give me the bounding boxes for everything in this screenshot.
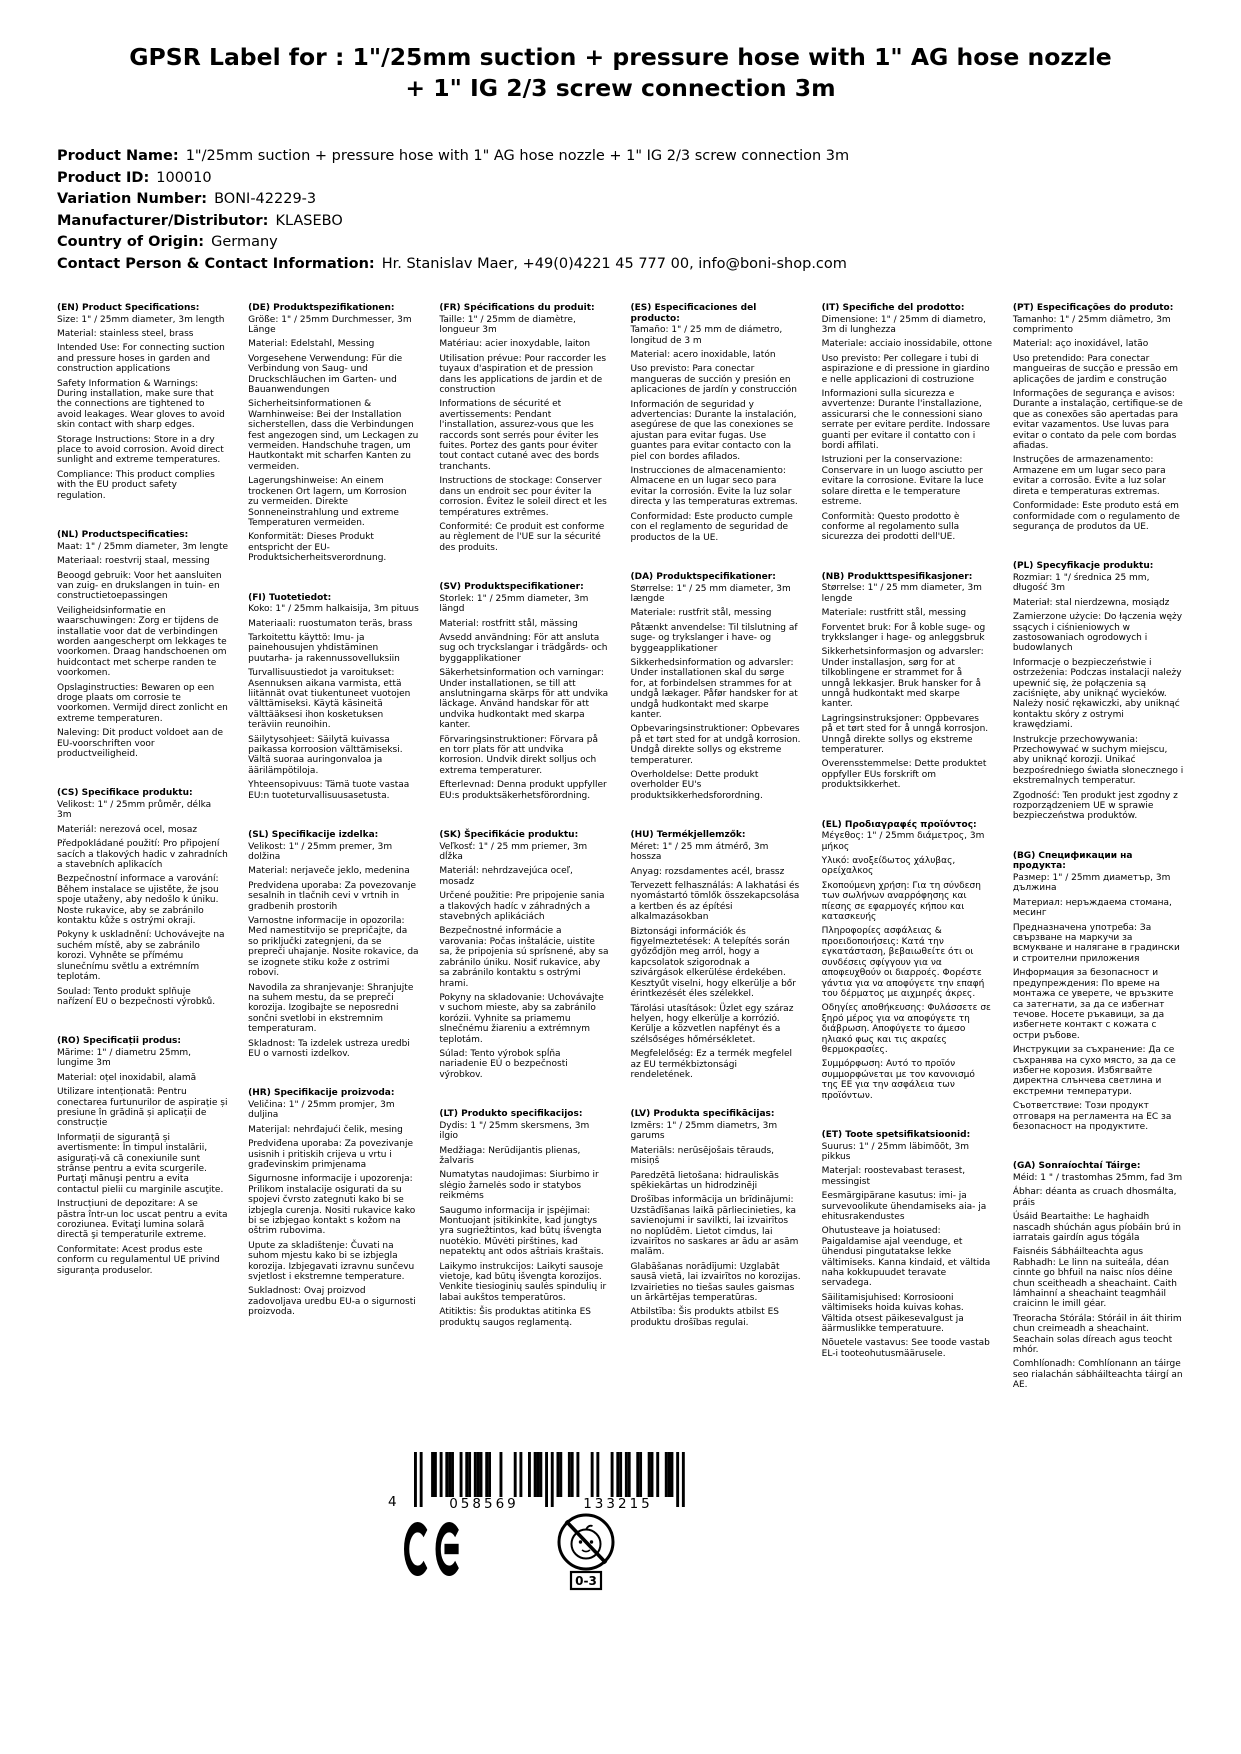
spec-grid bbox=[57, 303, 1184, 1420]
spec-paragraph: Ábhar: déanta as cruach dhosmálta, práis bbox=[1012, 1187, 1177, 1208]
spec-block-title: (EL) Προδιαγραφές προϊόντος: bbox=[821, 819, 977, 830]
spec-paragraph: Turvallisuustiedot ja varoitukset: Asennuksen aikana varmista, että liitännät ovat tiukentuneet vuotojen välttämiseksi. Käytä käsineitä välttääksesi ihon kosketuksen teräviin reunoihin. bbox=[248, 668, 411, 731]
spec-paragraph: Koko: 1" / 25mm halkaisija, 3m pituus bbox=[248, 604, 419, 615]
spec-block-title: (PT) Especificações do produto: bbox=[1012, 303, 1174, 313]
spec-paragraph: Material: nerjaveče jeklo, medenina bbox=[248, 866, 410, 877]
product-info-line bbox=[57, 232, 1184, 254]
spec-paragraph: Informações de segurança e avisos: Durante a instalação, certifique-se de que as conexões são apertadas para evitar vazamentos. Use luvas para evitar o contato da pele com bordas afiadas. bbox=[1012, 389, 1183, 452]
spec-paragraph: Nõuetele vastavus: See toode vastab EL-i tooteohutusmäärusele. bbox=[821, 1338, 990, 1359]
spec-paragraph: Größe: 1" / 25mm Durchmesser, 3m Länge bbox=[248, 314, 412, 335]
spec-paragraph: Izmērs: 1" / 25mm diametrs, 3m garums bbox=[630, 1120, 778, 1142]
spec-paragraph: Beoogd gebruik: Voor het aansluiten van zuig- en drukslangen in tuin- en constructietoepassingen bbox=[57, 570, 222, 602]
product-info-value: 100010 bbox=[156, 169, 212, 186]
spec-paragraph: Material: acero inoxidable, latón bbox=[630, 350, 776, 360]
spec-paragraph: Säkerhetsinformation och varningar: Under installationen, se till att anslutningarna skärps för att undvika läckage. Använd handskar för att undvika hudkontakt med skarpa kanter. bbox=[439, 668, 609, 731]
spec-paragraph: Съответствие: Този продукт отговаря на регламента на ЕС за безопасност на продуктите. bbox=[1012, 1101, 1172, 1132]
spec-block-cs bbox=[57, 788, 228, 1007]
product-info-value: Germany bbox=[211, 234, 278, 250]
spec-paragraph: Maat: 1" / 25mm diameter, 3m lengte bbox=[57, 541, 229, 552]
spec-paragraph: Materiale: rustfritt stål, messing bbox=[821, 608, 967, 619]
spec-block-bg bbox=[1013, 851, 1184, 1133]
spec-column-1 bbox=[57, 303, 228, 1305]
spec-paragraph: Sicherheitsinformationen & Warnhinweise: Bei der Installation sicherstellen, dass die Verbindungen fest angezogen sind, um Leckagen zu vermeiden. Handschuhe tragen, um Hautkontakt mit scharfen Kanten zu vermeiden. bbox=[248, 399, 419, 472]
spec-paragraph: Conformidade: Este produto está em conformidade com o regulamento de segurança de produtos da UE. bbox=[1012, 501, 1180, 532]
spec-column-6 bbox=[1013, 303, 1184, 1420]
spec-paragraph: Storlek: 1" / 25mm diameter, 3m längd bbox=[439, 593, 589, 615]
ce-mark-icon bbox=[404, 1522, 466, 1576]
spec-paragraph: Atitiktis: Šis produktas atitinka ES produktų saugos reglamentą. bbox=[439, 1307, 592, 1328]
spec-paragraph: Instrucciones de almacenamiento: Almacene en un lugar seco para evitar la corrosión. Evite la luz solar directa y las temperaturas extremas. bbox=[630, 466, 798, 508]
spec-paragraph: Biztonsági információk és figyelmeztetések: A telepítés során győződjön meg arról, hogy a kapcsolatok szigorodnak a szivárgások elkerülése érdekében. Kesztyűt viselni, hogy elkerülje a bőr érintkezését éles szélekkel. bbox=[630, 926, 797, 1000]
spec-paragraph: Informacje o bezpieczeństwie i ostrzeżenia: Podczas instalacji należy upewnić się, że połączenia są zaciśnięte, aby uniknąć wycieków. Należy nosić rękawiczki, aby uniknąć kontaktu skóry z ostrymi krawędziami. bbox=[1012, 657, 1182, 731]
spec-block-title: (SL) Specifikacije izdelka: bbox=[248, 830, 379, 841]
spec-block-en bbox=[57, 303, 228, 501]
spec-block-lt bbox=[439, 1109, 610, 1328]
spec-block-ro bbox=[57, 1036, 228, 1276]
product-info-label: Product ID: bbox=[57, 169, 150, 186]
spec-paragraph: Informații de siguranță și avertismente: În timpul instalării, asigurați-vă că conexiunile sunt strânse pentru a evita scurgerile. Purtaţi mănuşi pentru a evita contactul pielii cu marginile ascuţite. bbox=[57, 1132, 224, 1195]
product-info-value: KLASEBO bbox=[275, 212, 343, 229]
spec-paragraph: Sikkerhedsinformation og advarsler: Under installationen skal du sørge for, at forbindelsen strammes for at undgå lækager. Påfør handsker for at undgå hudkontakt med skarpe kanter. bbox=[630, 657, 798, 720]
spec-paragraph: Material: stainless steel, brass bbox=[57, 329, 194, 339]
spec-paragraph: Sigurnosne informacije i upozorenja: Prilikom instalacije osigurati da su spojevi čvrsto zategnuti kako bi se izbjegla curenja. Nositi rukavice kako bi se izbjegao kontakt s kožom na oštrim rubovima. bbox=[248, 1174, 416, 1237]
spec-paragraph: Υλικό: ανοξείδωτος χάλυβας, ορείχαλκος bbox=[821, 856, 956, 877]
spec-paragraph: Instrucțiuni de depozitare: A se păstra într-un loc uscat pentru a evita coroziunea. Evitaţi lumina solară directă şi temperaturile extreme. bbox=[57, 1199, 228, 1241]
spec-paragraph: Uso previsto: Para conectar mangueras de succión y presión en aplicaciones de jardín y construcción bbox=[630, 364, 797, 396]
spec-paragraph: Sukladnost: Ovaj proizvod zadovoljava uredbu EU-a o sigurnosti proizvoda. bbox=[248, 1286, 416, 1318]
spec-paragraph: Storage Instructions: Store in a dry place to avoid corrosion. Avoid direct sunlight and extreme temperatures. bbox=[57, 434, 224, 466]
spec-paragraph: Materiaali: ruostumaton teräs, brass bbox=[248, 618, 413, 629]
spec-column-3 bbox=[439, 303, 610, 1357]
spec-paragraph: Materiale: rustfrit stål, messing bbox=[630, 608, 772, 619]
product-info-label: Product Name: bbox=[57, 148, 179, 164]
spec-block-title: (NL) Productspecificaties: bbox=[57, 530, 189, 541]
page-title: GPSR Label for : 1"/25mm suction + pressure hose with 1" AG hose nozzle + 1" IG 2/3 screw connection 3m bbox=[129, 43, 1112, 102]
spec-paragraph: Materiaal: roestvrij staal, messing bbox=[57, 556, 210, 567]
spec-paragraph: Utilisation prévue: Pour raccorder les tuyaux d'aspiration et de pression dans les applications de jardin et de construction bbox=[439, 353, 607, 396]
spec-paragraph: Utilizare intenționată: Pentru conectarea furtunurilor de aspirație și presiune în grădină și aplicații de construcție bbox=[57, 1087, 228, 1129]
spec-paragraph: Instruções de armazenamento: Armazene em um lugar seco para evitar a corrosão. Evite a luz solar direta e temperaturas extremas. bbox=[1012, 455, 1166, 497]
spec-paragraph: Conformitate: Acest produs este conform cu regulamentul UE privind siguranța produselor. bbox=[57, 1244, 220, 1276]
spec-paragraph: Úsáid Beartaithe: Le haghaidh nascadh shúchán agus píobáin brú in iarratais gairdín agus tógála bbox=[1012, 1212, 1181, 1243]
spec-block-sv bbox=[439, 582, 610, 801]
spec-paragraph: Opslaginstructies: Bewaren op een droge plaats om corrosie te voorkomen. Vermijd direct zonlicht en extreme temperaturen. bbox=[57, 682, 228, 724]
spec-paragraph: Tarkoitettu käyttö: Imu- ja painehousujen yhdistäminen puutarha- ja rakennussovelluksiin bbox=[248, 632, 400, 664]
spec-block-title: (NB) Produkttspesifikasjoner: bbox=[821, 571, 973, 582]
spec-paragraph: Predvidena uporaba: Za povezovanje sesalnih in tlačnih cevi v vrtnih in gradbenih prostorih bbox=[248, 880, 417, 912]
spec-paragraph: Dimensione: 1" / 25mm di diametro, 3m di lunghezza bbox=[821, 314, 986, 335]
spec-block-pl bbox=[1013, 561, 1184, 822]
spec-paragraph: Материал: неръждаема стомана, месинг bbox=[1012, 897, 1172, 919]
product-info-line bbox=[57, 211, 1184, 233]
spec-paragraph: Předpokládané použití: Pro připojení sacích a tlakových hadic v zahradních a stavebních aplikacích bbox=[57, 839, 228, 871]
spec-paragraph: Σκοπούμενη χρήση: Για τη σύνδεση των σωλήνων αναρρόφησης και πίεσης σε εφαρμογές κήπου και κατασκευής bbox=[821, 880, 981, 923]
spec-paragraph: Eesmärgipärane kasutus: imi- ja survevoolikute ühendamiseks aia- ja ehitusrakendustes bbox=[821, 1191, 987, 1222]
spec-block-hu bbox=[631, 830, 802, 1080]
spec-block-sl bbox=[248, 830, 419, 1059]
spec-paragraph: Säilitamisjuhised: Korrosiooni vältimiseks hoida kuivas kohas. Vältida otsest päikesevalgust ja äärmuslikke temperatuure. bbox=[821, 1292, 964, 1335]
spec-paragraph: Vorgesehene Verwendung: Für die Verbindung von Saug- und Druckschläuchen im Garten- und Bauanwendungen bbox=[248, 353, 403, 396]
spec-paragraph: Ohutusteave ja hoiatused: Paigaldamise ajal veenduge, et ühendusi pingutatakse lekke vältimiseks. Kanna kindaid, et vältida naha kokkupuudet teravate servadega. bbox=[821, 1226, 991, 1289]
spec-paragraph: Инструкции за съхранение: Да се съхранява на сухо място, за да се избегне корозия. Избягвайте директна слънчева светлина и екстремни температури. bbox=[1012, 1045, 1176, 1097]
spec-block-el bbox=[822, 820, 993, 1101]
spec-paragraph: Lagerungshinweise: An einem trockenen Ort lagern, um Korrosion zu vermeiden. Direkte Sonneneinstrahlung und extreme Temperaturen vermeiden. bbox=[248, 476, 407, 528]
spec-paragraph: Anyag: rozsdamentes acél, brassz bbox=[630, 866, 785, 877]
spec-paragraph: Glabāšanas norādījumi: Uzglabāt sausā vietā, lai izvairītos no korozijas. Izvairieties no tiešas saules gaismas un ārkārtējas temperatūras. bbox=[630, 1261, 801, 1304]
spec-paragraph: Materiál: nehrdzavejúca oceľ, mosadz bbox=[439, 866, 573, 887]
product-info-line bbox=[57, 189, 1184, 211]
spec-paragraph: Materiāls: nerūsējošais tērauds, misiņš bbox=[630, 1145, 775, 1167]
spec-block-it bbox=[822, 303, 993, 543]
barcode bbox=[386, 1452, 698, 1528]
spec-paragraph: Συμμόρφωση: Αυτό το προϊόν συμμορφώνεται με τον κανονισμό της ΕΕ για την ασφάλεια των προϊόντων. bbox=[821, 1059, 975, 1101]
spec-block-de bbox=[248, 303, 419, 564]
spec-column-2 bbox=[248, 303, 419, 1347]
spec-paragraph: Pokyny k uskladnění: Uchovávejte na suchém místě, aby se zabránilo korozi. Vyhněte se přímému slunečnímu světlu a extrémním teplotám. bbox=[57, 930, 225, 983]
product-info bbox=[57, 146, 1184, 275]
spec-paragraph: Navodila za shranjevanje: Shranjujte na suhem mestu, da se prepreči korozija. Izogibajte se neposredni sončni svetlobi in ekstremnim temperaturam. bbox=[248, 982, 414, 1035]
spec-paragraph: Overholdelse: Dette produkt overholder EU's produktsikkerhedsforordning. bbox=[630, 770, 763, 801]
product-info-label: Country of Origin: bbox=[57, 234, 205, 250]
spec-paragraph: Safety Information & Warnings: During installation, make sure that the connections are tightened to avoid leakages. Wear gloves to avoid skin contact with sharp edges. bbox=[57, 378, 225, 431]
spec-paragraph: Информация за безопасност и предупреждения: По време на монтажа се уверете, че връзките са затегнати, за да се избегнат течове. Носете ръкавици, за да избегнете контакт с кожата с остри ръбове. bbox=[1012, 968, 1174, 1041]
spec-block-title: (GA) Sonraíochtaí Táirge: bbox=[1012, 1161, 1141, 1172]
spec-paragraph: Pokyny na skladovanie: Uchovávajte v suchom mieste, aby sa zabránilo korózii. Vyhnite sa priamemu slnečnému žiareniu a extrémnym teplotám. bbox=[439, 992, 604, 1045]
spec-block-title: (HU) Termékjellemzők: bbox=[630, 830, 746, 841]
spec-paragraph: Materjal: roostevabast terasest, messingist bbox=[821, 1166, 966, 1187]
spec-block-pt bbox=[1013, 303, 1184, 532]
spec-paragraph: Tamanho: 1" / 25mm diâmetro, 3m comprimento bbox=[1012, 314, 1171, 335]
product-info-value: Hr. Stanislav Maer, +49(0)4221 45 777 00, info@boni-shop.com bbox=[381, 255, 847, 272]
spec-paragraph: Bezpečnostné informácie a varovania: Počas inštalácie, uistite sa, že pripojenia sú sprísnené, aby sa zabránilo úniku. Nosiť rukavice, aby sa zabránilo kontaktu s ostrými hrami. bbox=[439, 926, 609, 989]
spec-paragraph: Paredzētā lietošana: hidrauliskās spēkiekārtas un hidrodzinēji bbox=[630, 1170, 779, 1191]
spec-paragraph: Avsedd användning: För att ansluta sug och tryckslangar i trädgårds- och byggapplikationer bbox=[439, 632, 608, 664]
spec-paragraph: Informations de sécurité et avertissements: Pendant l'installation, assurez-vous que les raccords sont serrés pour éviter les fuites. Portez des gants pour éviter tout contact cutané avec des bords tranchants. bbox=[439, 399, 599, 472]
spec-paragraph: Intended Use: For connecting suction and pressure hoses in garden and construction applications bbox=[57, 343, 225, 375]
spec-block-title: (EN) Product Specifications: bbox=[57, 303, 200, 313]
spec-block-title: (FI) Tuotetiedot: bbox=[248, 592, 332, 603]
spec-column-4 bbox=[631, 303, 802, 1357]
spec-paragraph: Material: Edelstahl, Messing bbox=[248, 339, 375, 350]
spec-block-da bbox=[631, 572, 802, 801]
spec-paragraph: Sikkerhetsinformasjon og advarsler: Under installasjon, sørg for at tilkoblingene er strammet for å unngå lekkasjer. Bruk hansker for å unngå hudkontakt med skarpe kanter. bbox=[821, 647, 984, 710]
spec-paragraph: Zamierzone użycie: Do łączenia węży ssących i ciśnieniowych w zastosowaniach ogrodowych i budowlanych bbox=[1012, 612, 1183, 654]
spec-paragraph: Información de seguridad y advertencias: Durante la instalación, asegúrese de que las conexiones se ajustan para evitar fugas. Use guantes para evitar contacto con la piel con bordes afilados. bbox=[630, 399, 797, 462]
spec-block-title: (RO) Specificații produs: bbox=[57, 1036, 181, 1047]
spec-paragraph: Säilytysohjeet: Säilytä kuivassa paikassa korroosion välttämiseksi. Vältä suoraa auringonvaloa ja äärilämpötiloja. bbox=[248, 734, 403, 776]
spec-paragraph: Instrukcje przechowywania: Przechowywać w suchym miejscu, aby uniknąć korozji. Unikać bezpośredniego światła słonecznego i ekstremalnych temperatur. bbox=[1012, 734, 1184, 787]
spec-paragraph: Förvaringsinstruktioner: Förvara på en torr plats för att undvika korrosion. Undvik direkt solljus och extrema temperaturer. bbox=[439, 734, 598, 776]
spec-block-title: (LV) Produkta specifikācijas: bbox=[630, 1109, 775, 1120]
spec-paragraph: Megfelelőség: Ez a termék megfelel az EU termékbiztonsági rendeletének. bbox=[630, 1049, 792, 1080]
product-info-line bbox=[57, 254, 1184, 276]
spec-paragraph: Material: oțel inoxidabil, alamă bbox=[57, 1072, 197, 1083]
spec-paragraph: Treoracha Stórála: Stóráil in áit thirim chun creimeadh a sheachaint. Seachain solas díreach agus teocht mhór. bbox=[1012, 1313, 1182, 1356]
spec-paragraph: Μέγεθος: 1" / 25mm διάμετρος, 3m μήκος bbox=[821, 831, 985, 852]
product-info-line bbox=[57, 146, 1184, 168]
spec-paragraph: Materiał: stal nierdzewna, mosiądz bbox=[1012, 597, 1170, 608]
spec-paragraph: Naleving: Dit product voldoet aan de EU-voorschriften voor productveiligheid. bbox=[57, 728, 224, 759]
spec-paragraph: Atbilstība: Šis produkts atbilst ES produktu drošības regulai. bbox=[630, 1307, 780, 1328]
spec-paragraph: Tamaño: 1" / 25 mm de diámetro, longitud de 3 m bbox=[630, 325, 783, 346]
spec-paragraph: Istruzioni per la conservazione: Conservare in un luogo asciutto per evitare la corrosione. Evitare la luce solare diretta e le temperature estreme. bbox=[821, 455, 984, 508]
spec-paragraph: Zgodność: Ten produkt jest zgodny z rozporządzeniem UE w sprawie bezpieczeństwa produktów. bbox=[1012, 790, 1178, 822]
spec-paragraph: Materiál: nerezová ocel, mosaz bbox=[57, 824, 198, 835]
product-info-value: 1"/25mm suction + pressure hose with 1" AG hose nozzle + 1" IG 2/3 screw connection 3m bbox=[185, 148, 850, 164]
spec-paragraph: Informazioni sulla sicurezza e avvertenze: Durante l'installazione, assicurarsi che le connessioni siano serrate per evitare perdite. Indossare guanti per evitare il contatto con i bordi affilati. bbox=[821, 389, 990, 452]
product-info-label: Manufacturer/Distributor: bbox=[57, 212, 269, 229]
spec-block-title: (SK) Špecifikácie produktu: bbox=[439, 830, 579, 841]
spec-paragraph: Konformität: Dieses Produkt entspricht der EU-Produktsicherheitsverordnung. bbox=[248, 532, 387, 564]
spec-block-ga bbox=[1013, 1161, 1184, 1390]
spec-paragraph: Numatytas naudojimas: Siurbimo ir slėgio žarnelės sodo ir statybos reikmėms bbox=[439, 1170, 599, 1202]
spec-block-title: (SV) Produktspecifikationer: bbox=[439, 582, 584, 593]
spec-block-nb bbox=[822, 572, 993, 791]
spec-block-title: (FR) Spécifications du produit: bbox=[439, 303, 595, 313]
spec-block-title: (DE) Produktspezifikationen: bbox=[248, 303, 395, 313]
spec-block-title: (DA) Produktspecifikationer: bbox=[630, 571, 776, 582]
spec-paragraph: Размер: 1" / 25mm диаметър, 3m дължина bbox=[1012, 873, 1171, 894]
spec-paragraph: Taille: 1" / 25mm de diamètre, longueur 3m bbox=[439, 314, 576, 335]
spec-paragraph: Størrelse: 1" / 25 mm diameter, 3m lengde bbox=[821, 583, 982, 604]
spec-paragraph: Forventet bruk: For å koble suge- og trykkslanger i hage- og anleggsbruk bbox=[821, 622, 986, 643]
spec-paragraph: Material: rostfritt stål, mässing bbox=[439, 618, 578, 629]
spec-block-sk bbox=[439, 830, 610, 1080]
spec-block-title: (PL) Specyfikacje produktu: bbox=[1012, 561, 1154, 572]
spec-paragraph: Opbevaringsinstruktioner: Opbevares på et tørt sted for at undgå korrosion. Undgå direkte sollys og ekstreme temperaturer. bbox=[630, 724, 801, 766]
spec-paragraph: Veľkosť: 1" / 25 mm priemer, 3m dĺžka bbox=[439, 841, 588, 863]
spec-paragraph: Overensstemmelse: Dette produktet oppfyller EUs forskrift om produktsikkerhet. bbox=[821, 759, 987, 791]
barcode-left-digits: 058569 bbox=[449, 1496, 519, 1512]
spec-block-title: (IT) Specifiche del prodotto: bbox=[821, 303, 965, 313]
spec-paragraph: Faisnéis Sábháilteachta agus Rabhadh: Le linn na suiteála, déan cinnte go bhfuil na naisc níos déine chun sceitheadh a sheachaint. Caith lámhainní a sheachaint teagmháil craicinn le imill géar. bbox=[1012, 1247, 1177, 1310]
age-warning-icon bbox=[556, 1502, 616, 1596]
spec-paragraph: Méret: 1" / 25 mm átmérő, 3m hossza bbox=[630, 841, 769, 863]
age-warning-label: 0-3 bbox=[575, 1574, 597, 1588]
spec-paragraph: Drošības informācija un brīdinājumi: Uzstādīšanas laikā pārliecinieties, ka savienojumi ir savilkti, lai izvairītos no noplūdēm. Lietot cimdus, lai izvairītos no saskares ar ādu ar asām malām. bbox=[630, 1195, 799, 1258]
spec-paragraph: Určené použitie: Pre pripojenie sania a tlakových hadíc v záhradných a stavebných aplikáciách bbox=[439, 891, 605, 923]
spec-paragraph: Tervezett felhasználás: A lakhatási és nyomástartó tömlők összekapcsolása a kertben és az építési alkalmazásokban bbox=[630, 881, 800, 923]
spec-block-hr bbox=[248, 1088, 419, 1317]
spec-column-5 bbox=[822, 303, 993, 1388]
spec-paragraph: Velikost: 1" / 25mm průměr, délka 3m bbox=[57, 800, 212, 821]
spec-paragraph: Saugumo informacija ir įspėjimai: Montuojant įsitikinkite, kad jungtys yra sugriežtintos, kad būtų išvengta nuotėkio. Mūvėti pirštines, kad nepatektų ant odos aštriais kraštais. bbox=[439, 1205, 604, 1258]
spec-block-title: (LT) Produkto specifikacijos: bbox=[439, 1109, 583, 1120]
barcode-right-digits: 133215 bbox=[583, 1496, 653, 1512]
spec-paragraph: Materiale: acciaio inossidabile, ottone bbox=[821, 339, 993, 350]
spec-paragraph: Uso previsto: Per collegare i tubi di aspirazione e di pressione in giardino e nelle applicazioni di costruzione bbox=[821, 353, 990, 385]
spec-block-title: (CS) Specifikace produktu: bbox=[57, 788, 193, 799]
spec-paragraph: Πληροφορίες ασφάλειας & προειδοποιήσεις: Κατά την εγκατάσταση, βεβαιωθείτε ότι οι συνδέσεις σφίγγουν για να αποφευχθούν οι διαρροές. Φορέστε γάντια για να αποφύγετε την επαφή του δέρματος με αιχμηρές άκρες. bbox=[821, 926, 985, 999]
spec-paragraph: Méid: 1 " / trastomhas 25mm, fad 3m bbox=[1012, 1172, 1183, 1183]
spec-paragraph: Comhlíonadh: Comhlíonann an táirge seo rialachán sábháilteachta táirgí an AE. bbox=[1012, 1359, 1183, 1391]
spec-paragraph: Instructions de stockage: Conserver dans un endroit sec pour éviter la corrosion. Évitez le soleil direct et les températures extrêmes. bbox=[439, 476, 607, 518]
spec-paragraph: Yhteensopivuus: Tämä tuote vastaa EU:n tuoteturvallisuusasetusta. bbox=[248, 780, 410, 801]
spec-block-fi bbox=[248, 593, 419, 802]
spec-paragraph: Matériau: acier inoxydable, laiton bbox=[439, 339, 591, 350]
spec-paragraph: Conformità: Questo prodotto è conforme al regolamento sulla sicurezza dei prodotti dell'UE. bbox=[821, 511, 960, 543]
spec-paragraph: Upute za skladištenje: Čuvati na suhom mjestu kako bi se izbjegla korozija. Izbjegavati izravnu sunčevu svjetlost i ekstremne temperature. bbox=[248, 1240, 415, 1283]
spec-paragraph: Dydis: 1 "/ 25mm skersmens, 3m ilgio bbox=[439, 1120, 590, 1142]
product-info-line bbox=[57, 168, 1184, 190]
spec-paragraph: Tárolási utasítások: Üzlet egy száraz helyen, hogy elkerülje a korrózió. Kerülje a közvetlen napfényt és a szélsőséges hőmérsékletet. bbox=[630, 1003, 794, 1045]
spec-block-nl bbox=[57, 530, 228, 759]
spec-block-title: (HR) Specifikacije proizvoda: bbox=[248, 1088, 395, 1099]
spec-paragraph: Soulad: Tento produkt splňuje nařízení EU o bezpečnosti výrobků. bbox=[57, 986, 216, 1007]
spec-paragraph: Compliance: This product complies with the EU product safety regulation. bbox=[57, 469, 215, 501]
spec-block-title: (BG) Спецификации на продукта: bbox=[1012, 850, 1133, 872]
spec-block-lv bbox=[631, 1109, 802, 1328]
spec-paragraph: Veličina: 1" / 25mm promjer, 3m duljina bbox=[248, 1099, 395, 1121]
spec-paragraph: Skladnost: Ta izdelek ustreza uredbi EU o varnosti izdelkov. bbox=[248, 1038, 410, 1059]
spec-paragraph: Mărime: 1" / diametru 25mm, lungime 3m bbox=[57, 1047, 191, 1069]
spec-paragraph: Efterlevnad: Denna produkt uppfyller EU:s produktsäkerhetsförordning. bbox=[439, 780, 607, 801]
spec-block-fr bbox=[439, 303, 610, 553]
spec-paragraph: Предназначена употреба: За свързване на маркучи за всмукване и налягане в градински и строителни приложения bbox=[1012, 922, 1180, 964]
spec-paragraph: Uso pretendido: Para conectar mangueiras de sucção e pressão em aplicações de jardim e construção bbox=[1012, 353, 1179, 385]
spec-paragraph: Veiligheidsinformatie en waarschuwingen: Zorg er tijdens de installatie voor dat de verbindingen worden aangescherpt om lekkages te voorkomen. Draag handschoenen om huidcontact met scherpe randen te voorkomen. bbox=[57, 605, 227, 679]
spec-block-title: (ES) Especificaciones del producto: bbox=[630, 303, 757, 324]
spec-paragraph: Predviđena uporaba: Za povezivanje usisnih i pritiskih crijeva u vrtu i građevinskim primjenama bbox=[248, 1139, 414, 1170]
spec-paragraph: Laikymo instrukcijos: Laikyti sausoje vietoje, kad būtų išvengta korozijos. Venkite tiesioginių saulės spindulių ir labai aukštos temperatūros. bbox=[439, 1261, 607, 1303]
spec-paragraph: Påtænkt anvendelse: Til tilslutning af suge- og trykslanger i have- og byggeapplikationer bbox=[630, 622, 798, 654]
spec-paragraph: Velikost: 1" / 25mm premer, 3m dolžina bbox=[248, 841, 393, 863]
spec-paragraph: Bezpečnostní informace a varování: Během instalace se ujistěte, že jsou spoje utaženy, aby nedošlo k úniku. Noste rukavice, aby se zabránilo kontaktu kůže s ostrými okraji. bbox=[57, 874, 219, 927]
product-info-label: Variation Number: bbox=[57, 191, 208, 207]
spec-block-title: (ET) Toote spetsifikatsioonid: bbox=[821, 1129, 971, 1140]
spec-block-et bbox=[822, 1130, 993, 1359]
spec-paragraph: Material: aço inoxidável, latão bbox=[1012, 339, 1149, 350]
spec-paragraph: Conformidad: Este producto cumple con el reglamento de seguridad de productos de la UE. bbox=[630, 511, 793, 543]
spec-paragraph: Medžiaga: Nerūdijantis plienas, žalvaris bbox=[439, 1145, 581, 1166]
spec-block-es bbox=[631, 303, 802, 543]
spec-paragraph: Conformité: Ce produit est conforme au règlement de l'UE sur la sécurité des produits. bbox=[439, 521, 605, 553]
spec-paragraph: Size: 1" / 25mm diameter, 3m length bbox=[57, 314, 225, 325]
spec-paragraph: Lagringsinstruksjoner: Oppbevares på et tørt sted for å unngå korrosjon. Unngå direkte sollys og ekstreme temperaturer. bbox=[821, 713, 989, 755]
spec-paragraph: Οδηγίες αποθήκευσης: Φυλάσσετε σε ξηρό μέρος για να αποφύγετε τη διάβρωση. Αποφύγετε το άμεσο ηλιακό φως και τις ακραίες θερμοκρασίες. bbox=[821, 1003, 991, 1055]
spec-paragraph: Rozmiar: 1 "/ średnica 25 mm, długość 3m bbox=[1012, 572, 1150, 594]
spec-paragraph: Súlad: Tento výrobok spĺňa nariadenie EÚ o bezpečnosti výrobkov. bbox=[439, 1048, 568, 1080]
spec-paragraph: Suurus: 1" / 25mm läbimõõt, 3m pikkus bbox=[821, 1141, 969, 1162]
spec-paragraph: Varnostne informacije in opozorila: Med namestitvijo se prepričajte, da so priključki zategnjeni, da se prepreči uhajanje. Nosite rokavice, da se izognete stiku kože z ostrimi robovi. bbox=[248, 916, 419, 979]
spec-paragraph: Størrelse: 1" / 25 mm diameter, 3m længde bbox=[630, 583, 791, 604]
barcode-lead-digit: 4 bbox=[388, 1494, 397, 1510]
product-info-label: Contact Person & Contact Information: bbox=[57, 255, 375, 272]
product-info-value: BONI-42229-3 bbox=[214, 191, 317, 207]
spec-paragraph: Materijal: nehrđajući čelik, mesing bbox=[248, 1124, 403, 1135]
